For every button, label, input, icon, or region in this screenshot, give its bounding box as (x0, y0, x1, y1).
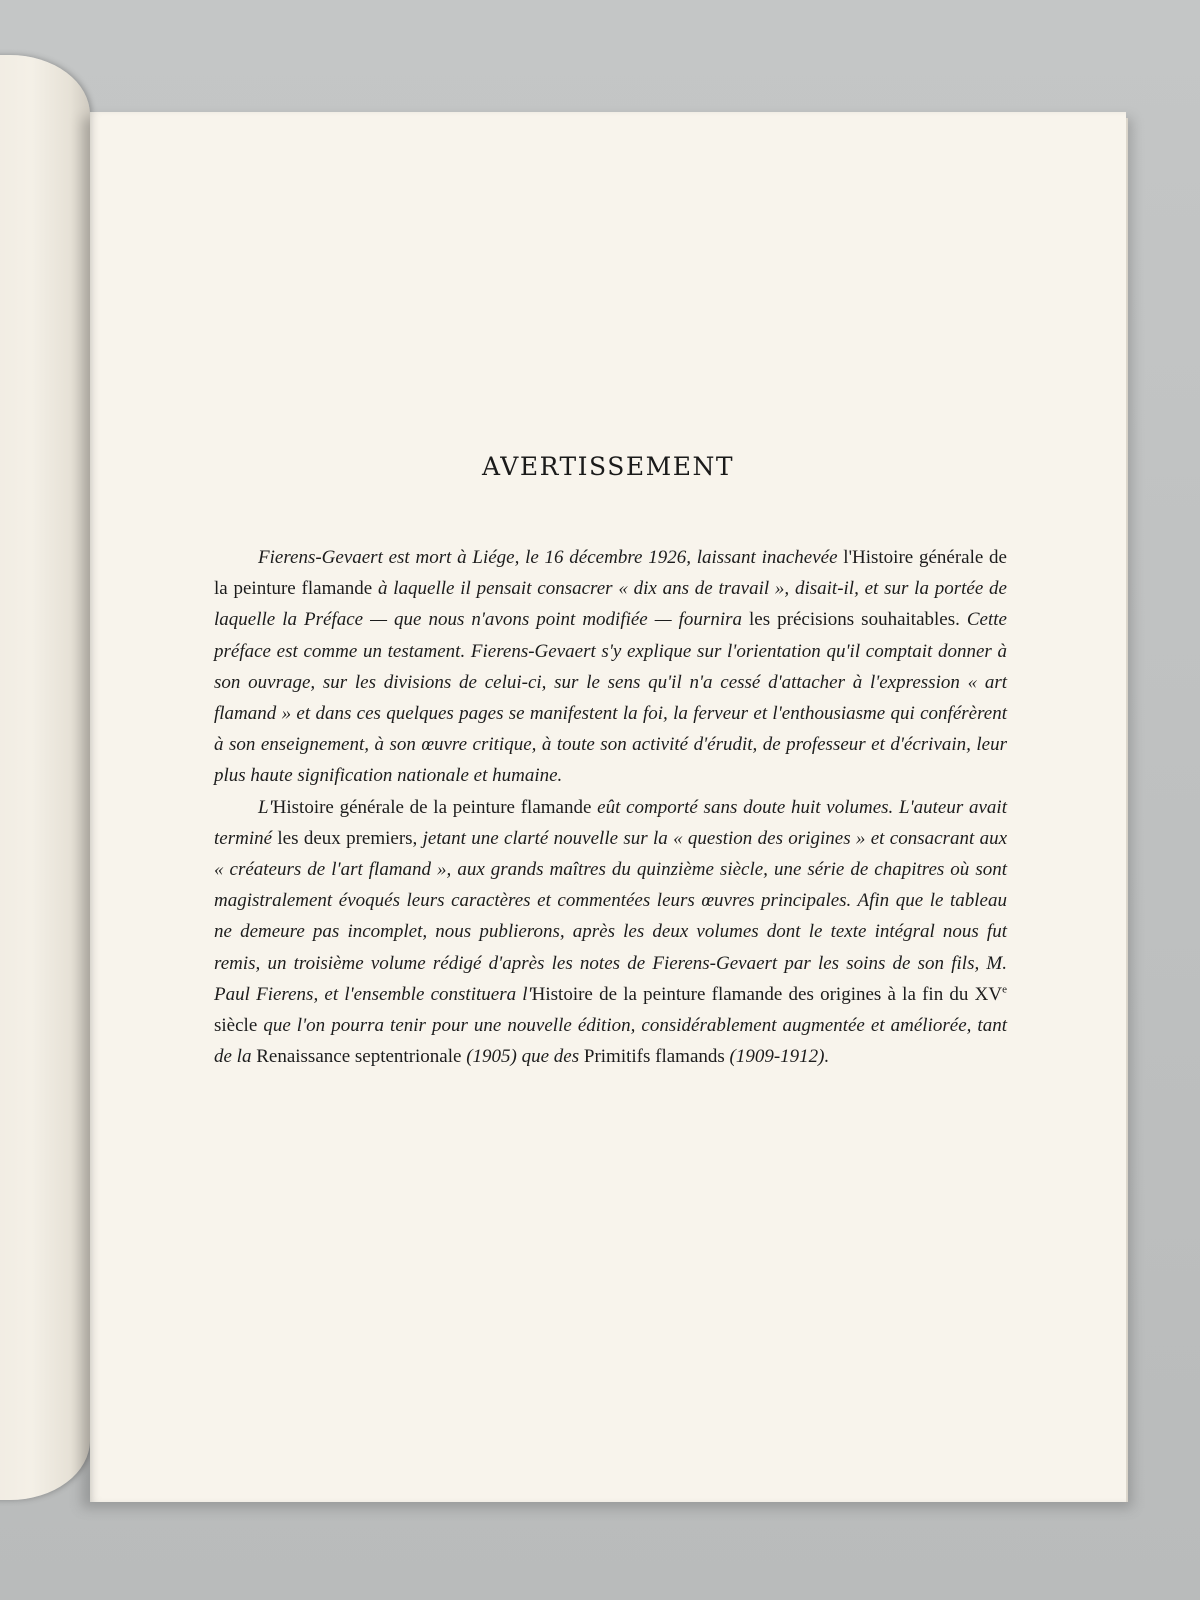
roman-text-run: Renaissance septentrionale (256, 1046, 462, 1068)
roman-text-run: Primitifs flamands (583, 1046, 725, 1068)
italic-text-run: (1905) que des (461, 1046, 584, 1068)
italic-text-run: jetant une clarté nouvelle sur la « question des origines » et consacrant aux « créateurs de l'art flamand », aux grands maîtres du quinzième siècle, une série de chapitres où sont magistralement évoqués leurs caractères et commentées leurs œuvres principales. Afin que le tableau ne demeure pas incomplet, nous publierons, après les deux volumes dont le texte intégral nous fut remis, un troisième volume rédigé d'après les notes de Fierens-Gevaert par les soins de son fils, M. Paul Fierens, et l'ensemble constituera l' (214, 827, 1007, 1005)
page-title: AVERTISSEMENT (481, 452, 734, 481)
roman-text-run: e (1002, 983, 1007, 996)
book-page (90, 112, 1126, 1502)
paragraph (214, 792, 1007, 1073)
paragraph (214, 542, 1007, 792)
body-text (214, 542, 1007, 1072)
italic-text-run: (1909-1912). (724, 1046, 830, 1068)
roman-text-run: siècle (214, 1015, 258, 1037)
roman-text-run: les précisions souhaitables. (749, 609, 960, 631)
roman-text-run: Histoire générale de la peinture flamande (272, 796, 592, 818)
italic-text-run: à laquelle il pensait consacrer « dix ans de travail », disait-il, et sur la portée de laquelle la Préface — que nous n'avons point modifiée — fournira (214, 578, 1007, 631)
roman-text-run: Histoire de la peinture flamande des origines à la fin du XV (531, 983, 1003, 1005)
italic-text-run: que l'on pourra tenir pour une nouvelle édition, considérablement augmentée et améliorée, tant de la (214, 1015, 1007, 1068)
italic-text-run: Fierens-Gevaert est mort à Liége, le 16 décembre 1926, laissant inachevée (258, 547, 844, 568)
roman-text-run: l'Histoire générale de la peinture flamande (214, 547, 1007, 600)
italic-text-run: L' (258, 796, 273, 818)
left-page-edge (0, 55, 90, 1500)
italic-text-run: Cette préface est comme un testament. Fierens-Gevaert s'y explique sur l'orientation qu'il comptait donner à son ouvrage, sur les divisions de celui-ci, sur le sens qu'il n'a cessé d'attacher à l'expression « art flamand » et dans ces quelques pages se manifestent la foi, la ferveur et l'enthousiasme qui conférèrent à son enseignement, à son œuvre critique, à toute son activité d'érudit, de professeur et d'écrivain, leur plus haute signification nationale et humaine. (214, 609, 1007, 787)
roman-text-run: les deux premiers, (277, 827, 418, 849)
italic-text-run: eût comporté sans doute huit volumes. L'auteur avait terminé (214, 796, 1007, 849)
